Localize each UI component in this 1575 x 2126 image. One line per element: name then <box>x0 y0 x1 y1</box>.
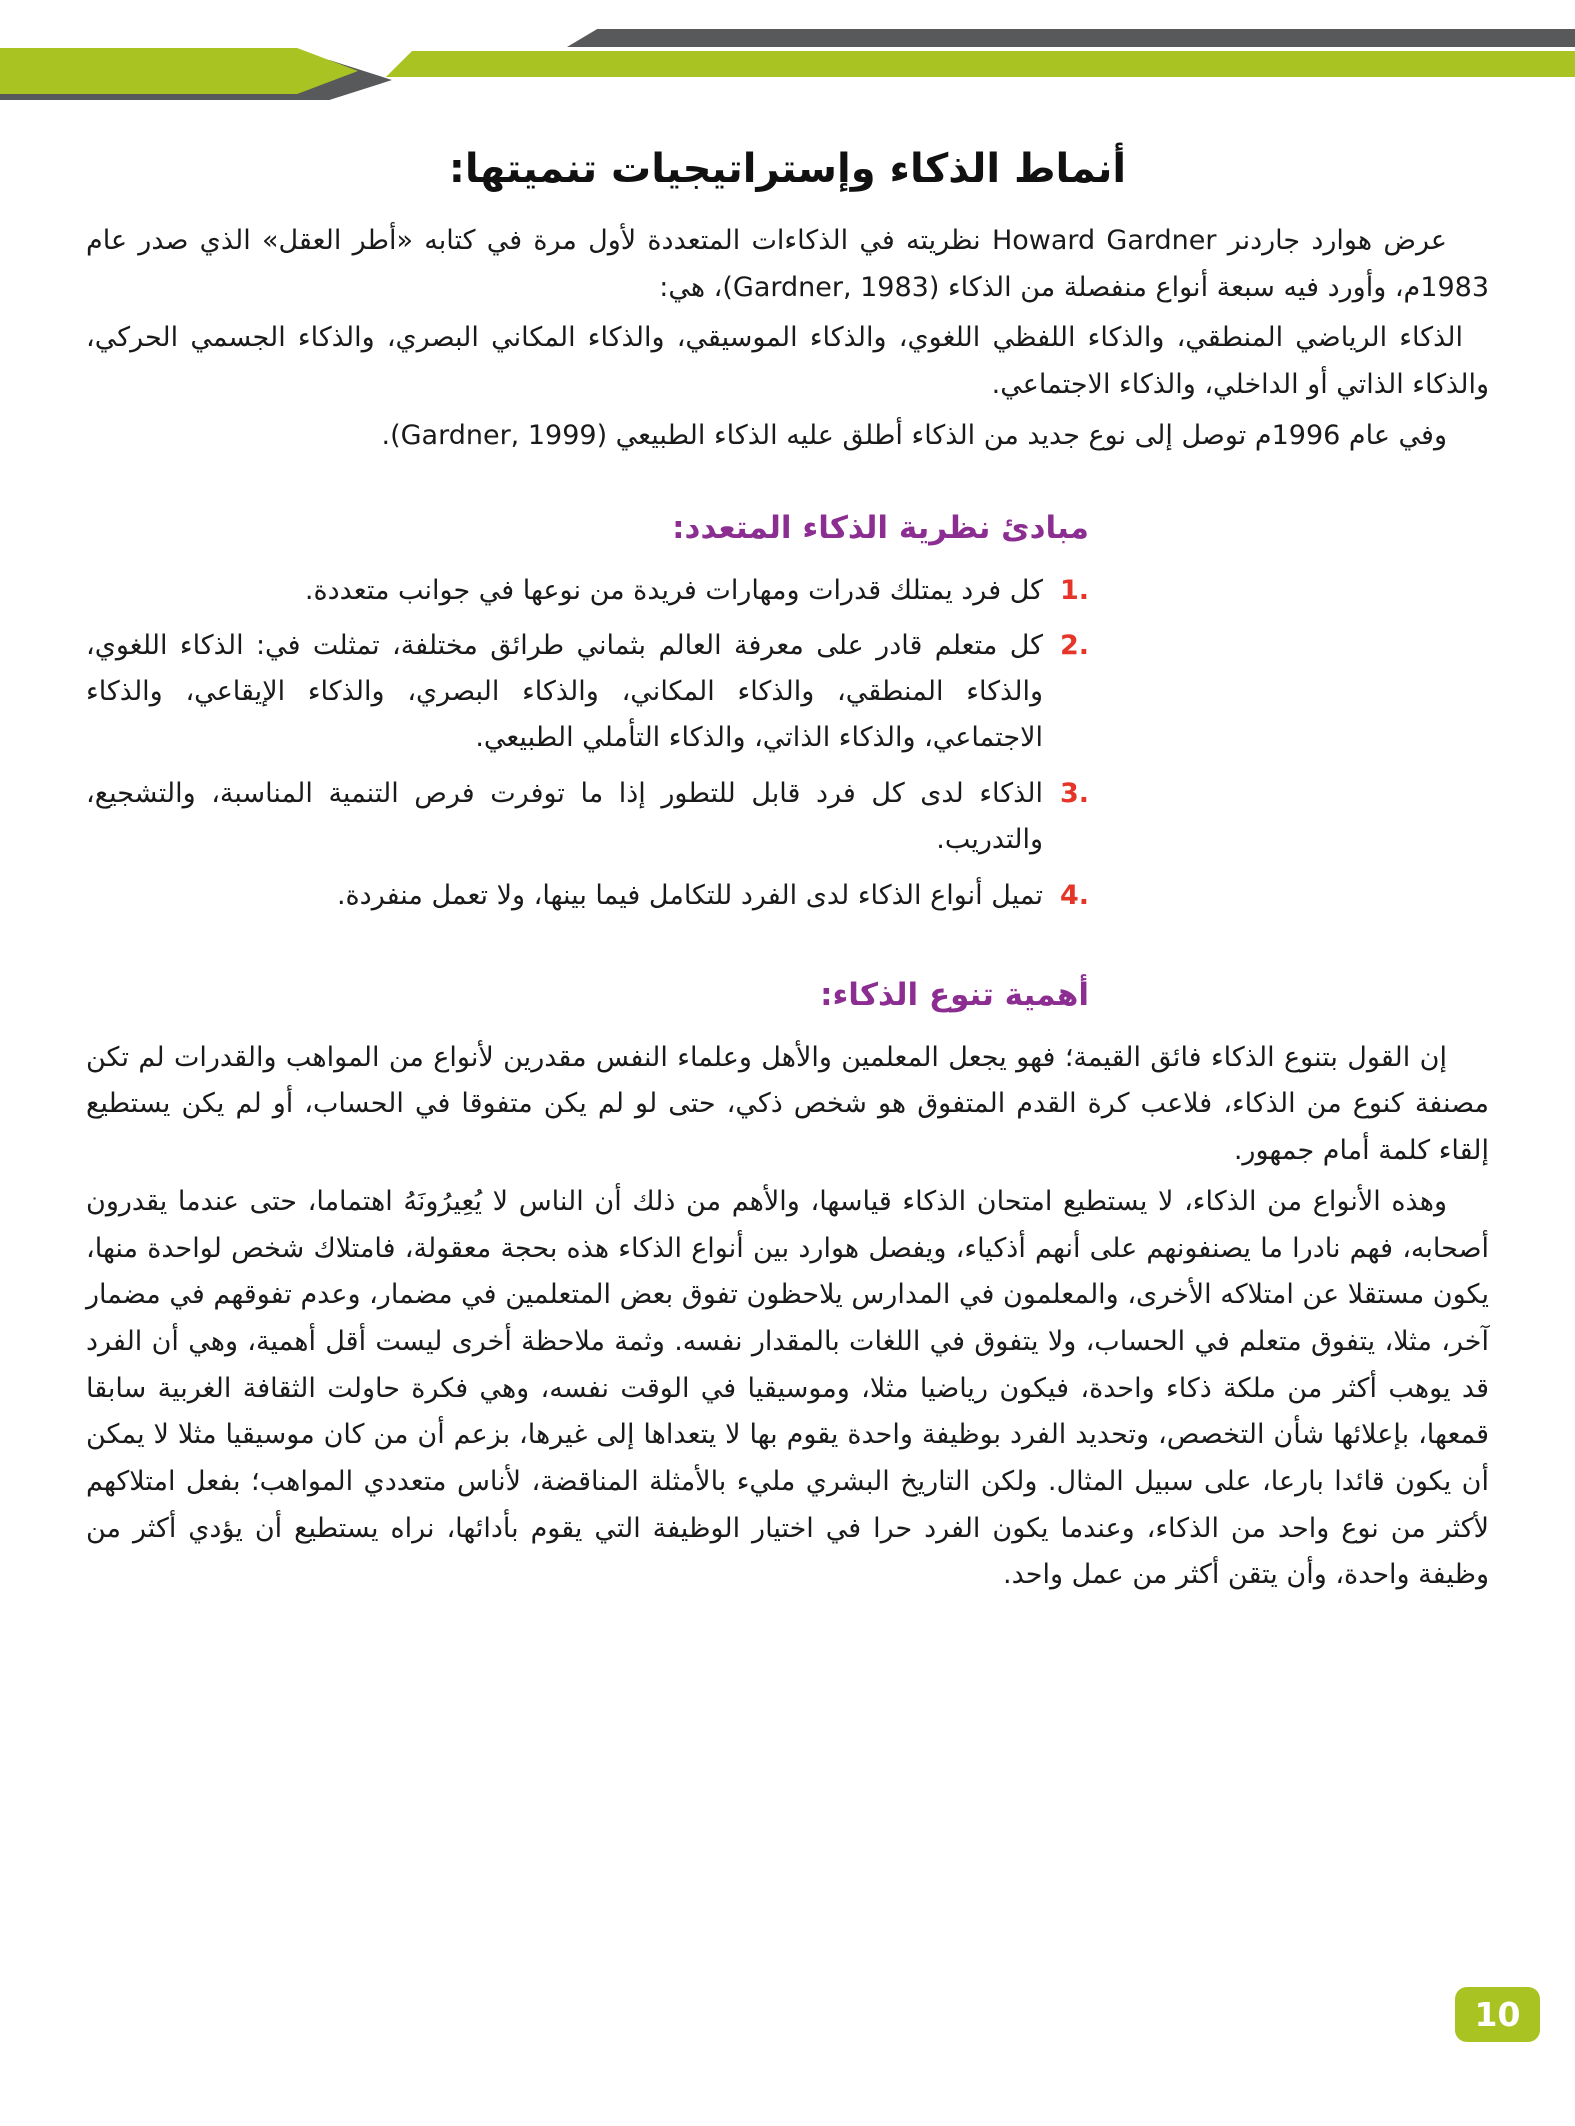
page-title: أنماط الذكاء وإستراتيجيات تنميتها: <box>448 146 1127 192</box>
list-item <box>86 623 1089 761</box>
list-item-number: 3. <box>1059 778 1089 810</box>
list-item-number: 4. <box>1059 879 1089 911</box>
intro-paragraph-3: وفي عام 1996م توصل إلى نوع جديد من الذكاء أطلق عليه الذكاء الطبيعي (Gardner, 1999). <box>381 419 1447 451</box>
section-heading-principles: مبادئ نظرية الذكاء المتعدد: <box>672 509 1089 546</box>
importance-section <box>86 1035 1489 1599</box>
list-item <box>86 873 1089 919</box>
importance-paragraph-1: إن القول بتنوع الذكاء فائق القيمة؛ فهو يجعل المعلمين والأهل وعلماء النفس مقدرين لأنواع من المواهب والقدرات لم تكن مصنفة كنوع من الذكاء، فلاعب كرة القدم المتفوق هو شخص ذكي، حتى لو لم يكن متفوقا في الحساب، أو لم يكن يستطيع إلقاء كلمة أمام جمهور. <box>86 1041 1489 1167</box>
list-item-number: 1. <box>1059 574 1089 606</box>
intro-paragraph-1: عرض هوارد جاردنر Howard Gardner نظريته في الذكاءات المتعددة لأول مرة في كتابه «أطر العقل» الذي صدر عام 1983م، وأورد فيه سبعة أنواع منفصلة من الذكاء (Gardner, 1983)، هي: <box>86 225 1489 303</box>
importance-paragraph-2: وهذه الأنواع من الذكاء، لا يستطيع امتحان الذكاء قياسها، والأهم من ذلك أن الناس لا يُعِيرُونَهُ اهتماما، حتى عندما يقدرون أصحابه، فهم نادرا ما يصنفونهم على أنهم أذكياء، ويفصل هوارد بين أنواع الذكاء هذه بحجة معقولة، فامتلاك شخص لواحدة منها، يكون مستقلا عن امتلاكه الأخرى، والمعلمون في المدارس يلاحظون تفوق بعض المتعلمين في مضمار، وعدم تفوقهم في مضمار آخر، مثلا، يتفوق متعلم في الحساب، ولا يتفوق في اللغات بالمقدار نفسه. وثمة ملاحظة أخرى ليست أقل أهمية، وهي أن الفرد قد يوهب أكثر من ملكة ذكاء واحدة، فيكون رياضيا مثلا، وموسيقيا في الوقت نفسه، وهي فكرة حاولت الثقافة الغربية سابقا قمعها، بإعلائها شأن التخصص، وتحديد الفرد بوظيفة واحدة يقوم بها لا يتعداها إلى غيرها، بزعم أن من كان موسيقيا مثلا لا يمكن أن يكون قائدا بارعا، على سبيل المثال. ولكن التاريخ البشري مليء بالأمثلة المناقضة، لأناس متعددي المواهب؛ بفعل امتلاكهم لأكثر من نوع واحد من الذكاء، وعندما يكون الفرد حرا في اختيار الوظيفة التي يقوم بأدائها، نراه يستطيع أن يؤدي أكثر من وظيفة واحدة، وأن يتقن أكثر من عمل واحد. <box>86 1185 1489 1591</box>
intro-paragraph-2: الذكاء الرياضي المنطقي، والذكاء اللفظي اللغوي، والذكاء الموسيقي، والذكاء المكاني البصري، والذكاء الجسمي الحركي، والذكاء الذاتي أو الداخلي، والذكاء الاجتماعي. <box>86 322 1489 401</box>
list-item-text: تميل أنواع الذكاء لدى الفرد للتكامل فيما بينها، ولا تعمل منفردة. <box>336 879 1043 911</box>
list-item-text: كل فرد يمتلك قدرات ومهارات فريدة من نوعها في جوانب متعددة. <box>304 574 1043 606</box>
list-item-text: الذكاء لدى كل فرد قابل للتطور إذا ما توفرت فرص التنمية المناسبة، والتشجيع، والتدريب. <box>86 778 1043 855</box>
list-item <box>86 568 1089 614</box>
page-number-badge: 10 <box>1455 1987 1540 2042</box>
principles-list <box>86 568 1089 919</box>
section-heading-importance: أهمية تنوع الذكاء: <box>820 976 1089 1013</box>
list-item <box>86 771 1089 863</box>
list-item-number: 2. <box>1059 630 1089 662</box>
list-item-text: كل متعلم قادر على معرفة العالم بثماني طرائق مختلفة، تمثلت في: الذكاء اللغوي، والذكاء المنطقي، والذكاء المكاني، والذكاء البصري، والذكاء الإيقاعي، والذكاء الاجتماعي، والذكاء الذاتي، والذكاء التأملي الطبيعي. <box>86 630 1043 754</box>
